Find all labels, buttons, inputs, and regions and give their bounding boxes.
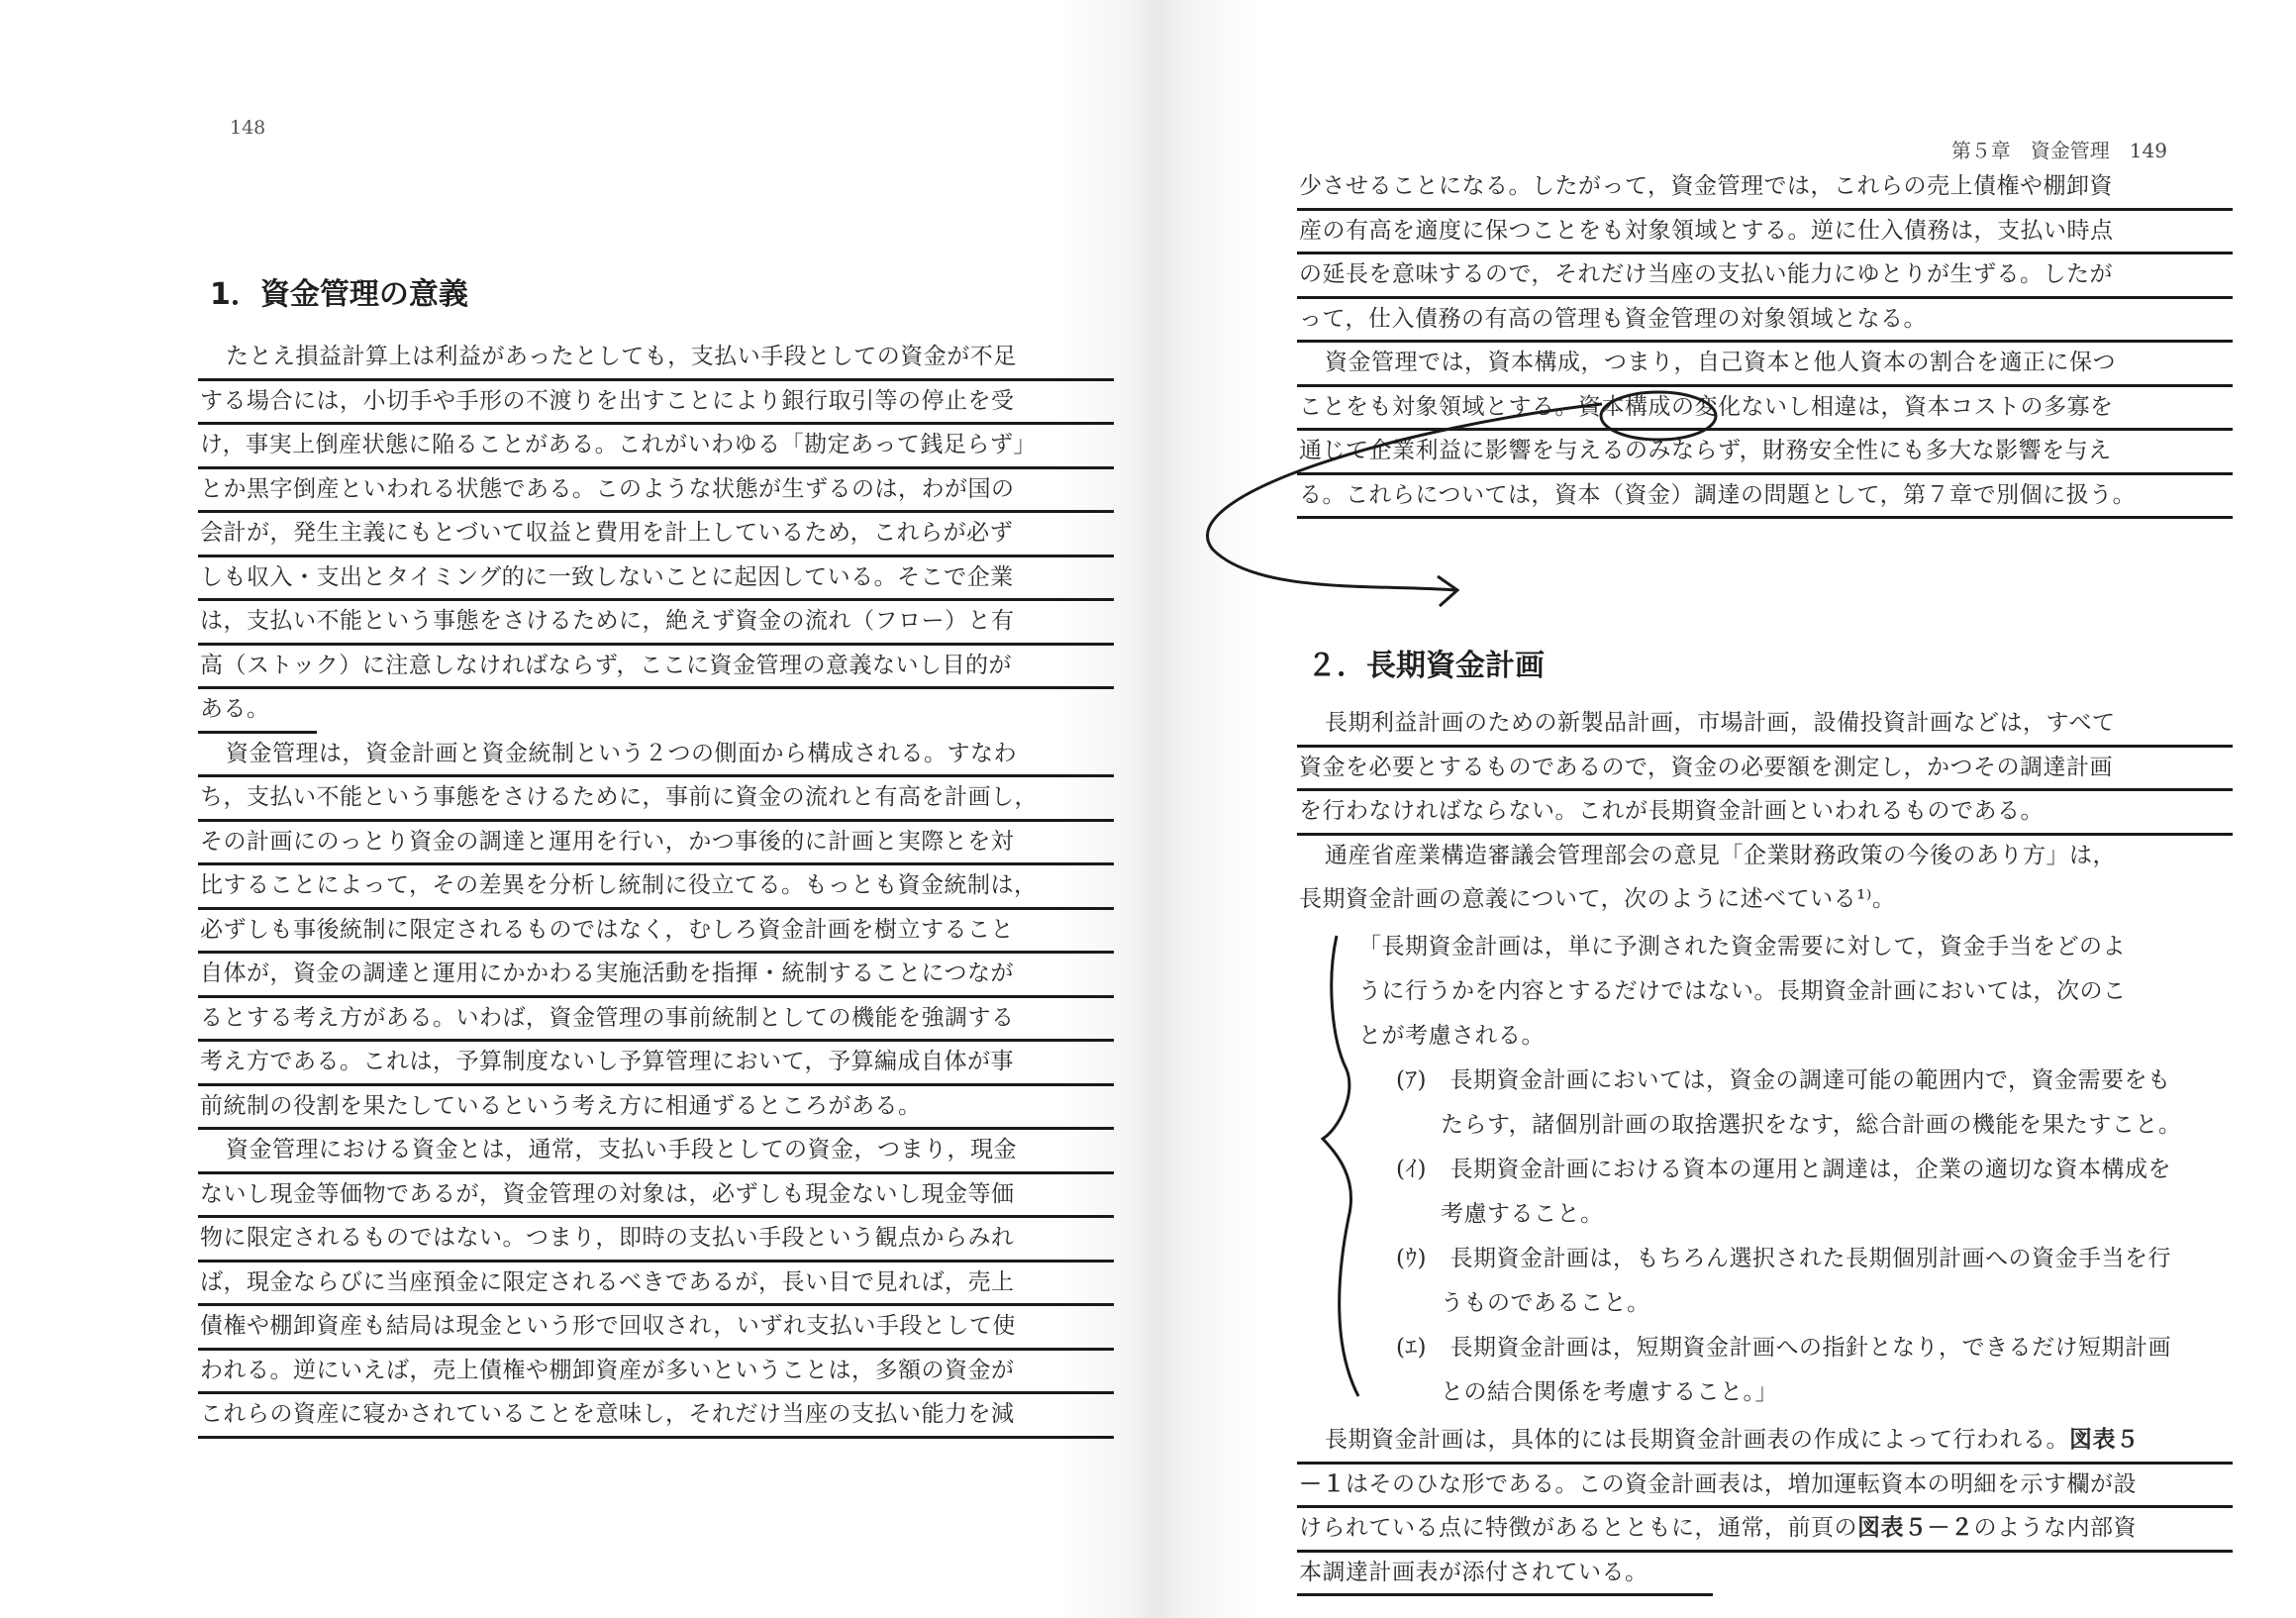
- section-heading: ２．長期資金計画: [1307, 649, 1545, 683]
- text-line: [1297, 1420, 2233, 1465]
- text-line: われる。逆にいえば，売上債権や棚卸資産が多いということは，多額の資金が: [198, 1351, 1114, 1395]
- text-line: ある。: [198, 689, 317, 734]
- text-line: [1297, 1553, 1713, 1597]
- text-line: 資金管理は，資金計画と資金統制という２つの側面から構成される。すなわ: [198, 734, 1114, 778]
- quotation-block: [1356, 927, 2228, 1417]
- quote-item: (ｳ) 長期資金計画は，もちろん選択された長期個別計画への資金手当を行: [1396, 1246, 2171, 1271]
- text-line: 産の有高を適度に保つことをも対象領域とする。逆に仕入債務は，支払い時点: [1297, 211, 2233, 255]
- text-line: 通産省産業構造審議会管理部会の意見「企業財務政策の今後のあり方」は，: [1325, 842, 2116, 868]
- text-line: 資金管理では，資本構成，つまり，自己資本と他人資本の割合を適正に保つ: [1297, 343, 2233, 387]
- right-mid-text: [1297, 703, 2233, 924]
- text-line: 自体が，資金の調達と運用にかかわる実施活動を指揮・統制することにつなが: [198, 954, 1114, 998]
- text-line: 比することによって，その差異を分析し統制に役立てる。もっとも資金統制は，: [198, 865, 1114, 910]
- right-top-text: [1297, 166, 2233, 519]
- text-segment: けられている点に特徴があるとともに，通常，前頁の: [1299, 1515, 1857, 1541]
- text-line: る。これらについては，資本（資金）調達の問題として，第７章で別個に扱う。: [1297, 475, 2233, 520]
- text-line: るとする考え方がある。いわば，資金管理の事前統制としての機能を強調する: [198, 998, 1114, 1043]
- text-line: 考え方である。これは，予算制度ないし予算管理において，予算編成自体が事: [198, 1042, 1114, 1086]
- text-line: ば，現金ならびに当座預金に限定されるべきであるが，長い目で見れば，売上: [198, 1263, 1114, 1307]
- text-segment: 長期資金計画は，具体的には長期資金計画表の作成によって行われる。: [1325, 1427, 2069, 1453]
- text-line: ち，支払い不能という事態をさけるために，事前に資金の流れと有高を計画し，: [198, 777, 1114, 822]
- text-line: しも収入・支出とタイミング的に一致しないことに起因している。そこで企業: [198, 557, 1114, 602]
- quote-line: うものであること。: [1441, 1290, 1650, 1316]
- text-line: これらの資産に寝かされていることを意味し，それだけ当座の支払い能力を減: [198, 1394, 1114, 1439]
- text-line: 債権や棚卸資産も結局は現金という形で回収され，いずれ支払い手段として使: [198, 1306, 1114, 1351]
- text-line: 少させることになる。したがって，資金管理では，これらの売上債権や棚卸資: [1297, 166, 2233, 211]
- text-line: け，事実上倒産状態に陥ることがある。これがいわゆる「勘定あって銭足らず」: [198, 425, 1114, 469]
- section-heading: 1．資金管理の意義: [210, 277, 468, 312]
- quote-line: うに行うかを内容とするだけではない。長期資金計画においては，次のこ: [1358, 978, 2127, 1004]
- right-bottom-text: [1297, 1420, 2233, 1596]
- text-line: その計画にのっとり資金の調達と運用を行い，かつ事後的に計画と実際とを対: [198, 822, 1114, 866]
- text-line: って，仕入債務の有高の管理も資金管理の対象領域となる。: [1297, 299, 2233, 344]
- quote-line: とが考慮される。: [1358, 1023, 1545, 1049]
- quote-line: たらす，諸個別計画の取捨選択をなす，総合計画の機能を果たすこと。: [1441, 1112, 2182, 1138]
- quote-item: (ｱ) 長期資金計画においては，資金の調達可能の範囲内で，資金需要をも: [1396, 1067, 2171, 1093]
- text-line: とか黒字倒産といわれる状態である。このような状態が生ずるのは，わが国の: [198, 469, 1114, 514]
- text-segment: はそのひな形である。この資金計画表は，増加運転資本の明細を示す欄が設: [1346, 1470, 2137, 1497]
- figure-reference: 図表５: [2069, 1427, 2140, 1453]
- running-head: 第５章 資金管理 149: [1950, 139, 2167, 162]
- text-line: ことをも対象領域とする。資本構成の変化ないし相違は，資本コストの多寡を: [1297, 387, 2233, 432]
- text-line: 必ずしも事後統制に限定されるものではなく，むしろ資金計画を樹立すること: [198, 910, 1114, 955]
- text-line: 物に限定されるものではない。つまり，即時の支払い手段という観点からみれ: [198, 1218, 1114, 1263]
- text-line: 長期資金計画の意義について，次のように述べている¹⁾。: [1299, 886, 1896, 912]
- text-line: [1297, 1465, 2233, 1509]
- text-line: 長期利益計画のための新製品計画，市場計画，設備投資計画などは，すべて: [1297, 703, 2233, 748]
- text-line: する場合には，小切手や手形の不渡りを出すことにより銀行取引等の停止を受: [198, 381, 1114, 426]
- quote-item: (ｲ) 長期資金計画における資本の運用と調達は，企業の適切な資本構成を: [1396, 1157, 2171, 1182]
- text-line: [1297, 1508, 2233, 1553]
- text-line: 資金管理における資金とは，通常，支払い手段としての資金，つまり，現金: [198, 1130, 1114, 1174]
- text-segment: のような内部資: [1973, 1515, 2137, 1541]
- quote-item: (ｴ) 長期資金計画は，短期資金計画への指針となり，できるだけ短期計画: [1396, 1335, 2171, 1361]
- text-line: 前統制の役割を果たしているという考え方に相通ずるところがある。: [198, 1086, 1114, 1131]
- quote-line: 「長期資金計画は，単に予測された資金需要に対して，資金手当をどのよ: [1358, 934, 2127, 960]
- text-line: 通じて企業利益に影響を与えるのみならず，財務安全性にも多大な影響を与え: [1297, 431, 2233, 475]
- text-line: ないし現金等価物であるが，資金管理の対象は，必ずしも現金ないし現金等価: [198, 1174, 1114, 1219]
- text-line: は，支払い不能という事態をさけるために，絶えず資金の流れ（フロー）と有: [198, 601, 1114, 646]
- quote-line: 考慮すること。: [1441, 1201, 1604, 1227]
- text-line: 会計が，発生主義にもとづいて収益と費用を計上しているため，これらが必ず: [198, 513, 1114, 557]
- text-line: 資金を必要とするものであるので，資金の必要額を測定し，かつその調達計画: [1297, 748, 2233, 792]
- quote-line: との結合関係を考慮すること。」: [1441, 1379, 1778, 1405]
- figure-reference: 図表５－２: [1857, 1515, 1974, 1541]
- right-page: [1228, 0, 2296, 1618]
- text-line: たとえ損益計算上は利益があったとしても，支払い手段としての資金が不足: [198, 337, 1114, 381]
- left-page: [0, 0, 1119, 1618]
- text-line: の延長を意味するので，それだけ当座の支払い能力にゆとりが生ずる。したが: [1297, 254, 2233, 299]
- text-line: 高（ストック）に注意しなければならず，ここに資金管理の意義ないし目的が: [198, 646, 1114, 690]
- page-number: 148: [230, 117, 266, 139]
- left-body-text: [198, 337, 1114, 1439]
- figure-reference: －１: [1299, 1470, 1346, 1497]
- text-segment: 本調達計画表が添付されている。: [1299, 1559, 1648, 1585]
- text-line: を行わなければならない。これが長期資金計画といわれるものである。: [1297, 791, 2233, 836]
